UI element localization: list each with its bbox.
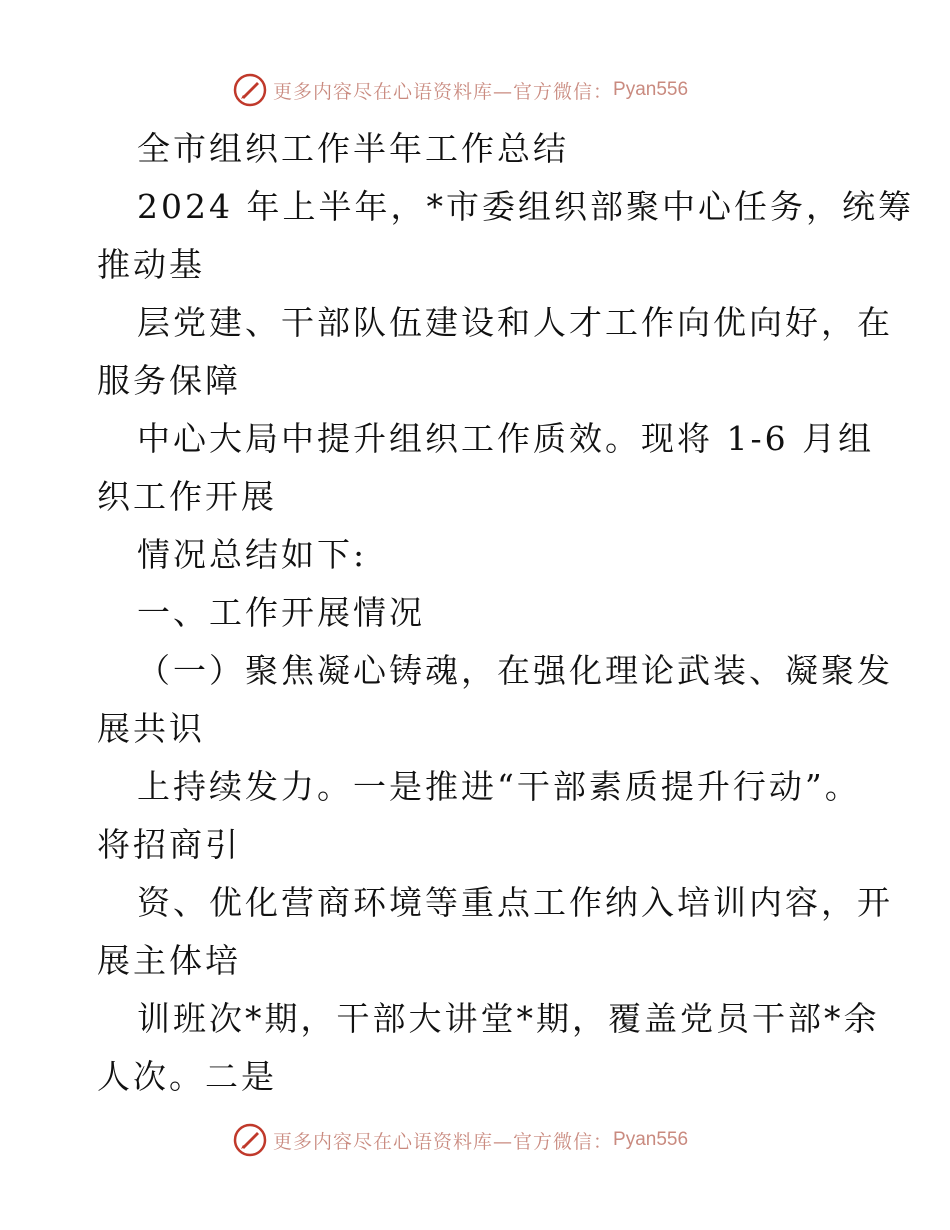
doc-title: 全市组织工作半年工作总结 bbox=[137, 129, 569, 168]
logo-icon bbox=[233, 1123, 267, 1157]
document-body bbox=[97, 120, 914, 1106]
watermark-text: 更多内容尽在心语资料库—官方微信： bbox=[273, 80, 614, 103]
doc-line: 人次。二是 bbox=[97, 1057, 277, 1096]
header-watermark-banner bbox=[233, 70, 688, 110]
doc-line: 展共识 bbox=[97, 709, 205, 748]
doc-line: 层党建、干部队伍建设和人才工作向优向好，在 bbox=[137, 303, 893, 342]
doc-line: 展主体培 bbox=[97, 941, 241, 980]
footer-watermark-banner bbox=[233, 1120, 688, 1160]
watermark-contact: Pyan556 bbox=[613, 79, 689, 100]
doc-line: 织工作开展 bbox=[97, 477, 277, 516]
doc-line: 资、优化营商环境等重点工作纳入培训内容，开 bbox=[137, 883, 893, 922]
doc-line: 2024 年上半年，*市委组织部聚中心任务，统筹 bbox=[137, 187, 914, 226]
watermark-text: 更多内容尽在心语资料库—官方微信： bbox=[273, 1130, 614, 1153]
doc-line: 情况总结如下: bbox=[137, 535, 368, 574]
doc-line: 训班次*期，干部大讲堂*期，覆盖党员干部*余 bbox=[137, 999, 880, 1038]
doc-line: 上持续发力。一是推进“干部素质提升行动”。 bbox=[137, 767, 861, 806]
logo-icon bbox=[233, 73, 267, 107]
doc-line: 将招商引 bbox=[97, 825, 241, 864]
watermark-contact: Pyan556 bbox=[613, 1129, 689, 1150]
subsection-heading: （一）聚焦凝心铸魂，在强化理论武装、凝聚发 bbox=[137, 651, 893, 690]
doc-line: 推动基 bbox=[97, 245, 205, 284]
doc-line: 服务保障 bbox=[97, 361, 241, 400]
doc-line: 中心大局中提升组织工作质效。现将 1-6 月组 bbox=[137, 419, 875, 458]
section-heading: 一、工作开展情况 bbox=[137, 593, 425, 632]
